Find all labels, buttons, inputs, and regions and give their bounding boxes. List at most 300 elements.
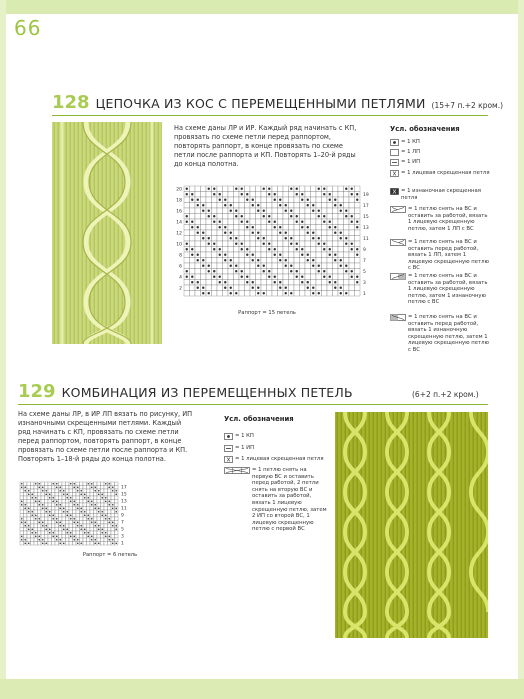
chart-cell	[278, 263, 284, 269]
chart-symbol	[63, 542, 65, 544]
chart-cell	[48, 542, 52, 546]
chart-symbol	[351, 193, 353, 195]
chart-cell	[355, 186, 361, 192]
chart-cell	[41, 514, 45, 518]
chart-symbol	[91, 500, 93, 502]
chart-cell	[101, 524, 105, 528]
chart-cell	[190, 186, 196, 192]
chart-symbol	[80, 507, 82, 509]
chart-symbol	[73, 483, 75, 485]
chart-symbol	[101, 497, 103, 499]
chart-symbol	[115, 493, 117, 495]
chart-symbol	[77, 507, 79, 509]
chart-cell	[300, 263, 306, 269]
chart-cell	[316, 258, 322, 264]
legend-129-twisted-knit	[224, 456, 329, 463]
legend-text: = 1 лицевая скрещенная петля	[235, 456, 324, 462]
chart-cell	[48, 503, 52, 507]
chart-cell	[55, 514, 59, 518]
chart-cell	[223, 269, 229, 275]
chart-cell	[80, 521, 84, 525]
chart-cell	[201, 192, 207, 198]
chart-symbol	[42, 521, 44, 523]
chart-cell	[338, 274, 344, 280]
chart-cell	[104, 542, 108, 546]
chart-symbol	[59, 521, 61, 523]
bottom-stripe	[0, 679, 524, 699]
chart-symbol	[356, 199, 358, 201]
chart-cell	[87, 542, 91, 546]
chart-row-label: 19	[363, 193, 369, 199]
chart-symbol	[94, 490, 96, 492]
chart-symbol	[296, 270, 298, 272]
chart-symbol	[52, 497, 54, 499]
chart-cell	[267, 203, 273, 209]
chart-cell	[59, 531, 63, 535]
chart-symbol	[101, 514, 103, 516]
chart-cell	[27, 535, 31, 539]
chart-cell	[239, 252, 245, 258]
chart-symbol	[94, 507, 96, 509]
chart-row-label: 18	[176, 198, 182, 204]
chart-symbol	[263, 243, 265, 245]
chart-symbol	[252, 254, 254, 256]
edge-stitch-icon	[224, 433, 233, 440]
chart-cell	[66, 482, 70, 486]
chart-cell	[300, 285, 306, 291]
chart-symbol	[87, 518, 89, 520]
chart-cell	[104, 493, 108, 497]
chart-cell	[73, 514, 77, 518]
chart-symbol	[329, 248, 331, 250]
chart-symbol	[334, 287, 336, 289]
chart-symbol	[59, 507, 61, 509]
chart-cell	[24, 482, 28, 486]
chart-symbol	[108, 521, 110, 523]
chart-cell	[305, 214, 311, 220]
chart-row-label: 13	[121, 499, 127, 505]
chart-symbol	[279, 259, 281, 261]
chart-cell	[190, 203, 196, 209]
chart-cell	[80, 486, 84, 490]
chart-cell	[184, 285, 190, 291]
chart-symbol	[235, 243, 237, 245]
chart-cell	[201, 247, 207, 253]
chart-symbol	[219, 199, 221, 201]
legend-purl-stitch	[390, 159, 490, 166]
chart-symbol	[35, 500, 37, 502]
chart-cell	[333, 263, 339, 269]
chart-cell	[115, 517, 119, 521]
chart-symbol	[241, 270, 243, 272]
chart-cell	[94, 517, 98, 521]
chart-cell	[322, 263, 328, 269]
chart-symbol	[263, 210, 265, 212]
chart-row-label: 5	[363, 270, 366, 276]
chart-cell	[355, 258, 361, 264]
chart-row-label: 17	[363, 204, 369, 210]
chart-symbol	[45, 507, 47, 509]
chart-cell	[322, 230, 328, 236]
chart-cell	[73, 542, 77, 546]
chart-symbol	[38, 518, 40, 520]
chart-symbol	[105, 500, 107, 502]
chart-symbol	[186, 188, 188, 190]
chart-cell	[52, 521, 56, 525]
chart-cell	[267, 208, 273, 214]
chart-symbol	[268, 215, 270, 217]
chart-cell	[195, 214, 201, 220]
chart-cell	[108, 510, 112, 514]
chart-cell	[223, 241, 229, 247]
chart-symbol	[186, 215, 188, 217]
chart-cell	[256, 192, 262, 198]
chart-cell	[31, 524, 35, 528]
chart-cell	[217, 230, 223, 236]
chart-cell	[27, 496, 31, 500]
chart-symbol	[241, 215, 243, 217]
chart-cell	[300, 269, 306, 275]
chart-symbol	[241, 221, 243, 223]
chart-symbol	[98, 511, 100, 513]
chart-symbol	[213, 193, 215, 195]
chart-symbol	[351, 221, 353, 223]
purl-stitch-icon	[224, 445, 233, 452]
chart-symbol	[52, 532, 54, 534]
chart-cell	[250, 236, 256, 242]
chart-cell	[212, 252, 218, 258]
chart-cell	[261, 285, 267, 291]
chart-cell	[344, 285, 350, 291]
chart-cell	[239, 291, 245, 297]
chart-symbol	[219, 221, 221, 223]
chart-symbol	[73, 521, 75, 523]
chart-cell	[338, 280, 344, 286]
chart-cell	[327, 186, 333, 192]
chart-symbol	[186, 270, 188, 272]
chart-cell	[239, 285, 245, 291]
chart-cell	[62, 514, 66, 518]
chart-cell	[38, 514, 42, 518]
chart-cell	[283, 214, 289, 220]
chart-symbol	[224, 232, 226, 234]
chart-cell	[338, 192, 344, 198]
chart-cell	[234, 252, 240, 258]
chart-cell	[190, 258, 196, 264]
chart-symbol	[274, 199, 276, 201]
chart-cell	[272, 258, 278, 264]
chart-cell	[62, 496, 66, 500]
chart-cell	[261, 252, 267, 258]
chart-cell	[87, 503, 91, 507]
chart-symbol	[235, 292, 237, 294]
chart-cell	[261, 203, 267, 209]
chart-symbol	[318, 270, 320, 272]
chart-symbol	[56, 521, 58, 523]
legend-129-edge-stitch	[224, 433, 329, 440]
chart-cell	[272, 291, 278, 297]
chart-cell	[94, 496, 98, 500]
chart-cell	[184, 263, 190, 269]
chart-cell	[31, 486, 35, 490]
chart-symbol	[301, 226, 303, 228]
chart-cell	[101, 535, 105, 539]
chart-cell	[69, 507, 73, 511]
chart-symbol	[66, 511, 68, 513]
chart-cell	[62, 535, 66, 539]
chart-cell	[45, 500, 49, 504]
chart-cell	[256, 280, 262, 286]
chart-symbol	[219, 254, 221, 256]
chart-cell	[87, 521, 91, 525]
chart-cell	[59, 535, 63, 539]
chart-symbol	[87, 532, 89, 534]
chart-cell	[294, 203, 300, 209]
chart-cell	[234, 197, 240, 203]
chart-symbol	[290, 243, 292, 245]
chart-cell	[190, 291, 196, 297]
chart-cell	[48, 517, 52, 521]
chart-cell	[228, 225, 234, 231]
purl-stitch-icon	[390, 159, 399, 166]
chart-cell	[234, 285, 240, 291]
chart-cell	[66, 500, 70, 504]
chart-symbol	[49, 497, 51, 499]
chart-symbol	[59, 486, 61, 488]
chart-cell	[31, 535, 35, 539]
chart-cell	[272, 230, 278, 236]
chart-cell	[73, 524, 77, 528]
chart-cell	[283, 280, 289, 286]
chart-cell	[338, 252, 344, 258]
section-128-title: ЦЕПОЧКА ИЗ КОС С ПЕРЕМЕЩЕННЫМИ ПЕТЛЯМИ	[95, 96, 426, 111]
chart-cell	[206, 197, 212, 203]
chart-cell	[90, 507, 94, 511]
chart-cell	[294, 280, 300, 286]
chart-symbol	[274, 193, 276, 195]
chart-symbol	[208, 292, 210, 294]
chart-symbol	[77, 490, 79, 492]
chart-symbol	[28, 528, 30, 530]
chart-symbol	[279, 204, 281, 206]
chart-cell	[338, 219, 344, 225]
chart-symbol	[268, 243, 270, 245]
chart-cell	[239, 225, 245, 231]
chart-symbol	[35, 518, 37, 520]
chart-cell	[52, 507, 56, 511]
chart-symbol	[59, 542, 61, 544]
chart-cell	[311, 186, 317, 192]
chart-symbol	[73, 535, 75, 537]
chart-symbol	[202, 232, 204, 234]
chart-symbol	[279, 254, 281, 256]
chart-symbol	[101, 528, 103, 530]
chart-symbol	[21, 504, 23, 506]
chart-cell	[311, 252, 317, 258]
chart-cell	[69, 521, 73, 525]
chart-cell	[206, 280, 212, 286]
chart-cell	[38, 531, 42, 535]
chart-symbol	[38, 500, 40, 502]
legend-129-cable-cross	[224, 467, 329, 533]
chart-cell	[62, 482, 66, 486]
chart-cell	[327, 285, 333, 291]
chart-cell	[52, 503, 56, 507]
chart-cell	[355, 285, 361, 291]
chart-symbol	[334, 199, 336, 201]
chart-cell	[283, 197, 289, 203]
chart-cell	[27, 521, 31, 525]
chart-symbol	[219, 281, 221, 283]
chart-cell	[195, 192, 201, 198]
chart-cell	[52, 542, 56, 546]
chart-symbol	[274, 221, 276, 223]
chart-symbol	[268, 248, 270, 250]
legend-text: = 1 ИП	[401, 159, 421, 165]
chart-symbol	[219, 248, 221, 250]
chart-symbol	[340, 292, 342, 294]
chart-cell	[349, 197, 355, 203]
chart-cell	[90, 514, 94, 518]
chart-cell	[195, 269, 201, 275]
chart-cell	[333, 291, 339, 297]
chart-cell	[250, 186, 256, 192]
chart-cell	[201, 280, 207, 286]
chart-cell	[217, 203, 223, 209]
chart-cell	[20, 542, 24, 546]
chart-symbol	[63, 528, 65, 530]
chart-cell	[278, 241, 284, 247]
chart-symbol	[219, 193, 221, 195]
chart-cell	[108, 542, 112, 546]
chart-symbol	[274, 226, 276, 228]
chart-row-label: 14	[176, 220, 182, 226]
chart-symbol	[318, 265, 320, 267]
chart-cell	[267, 263, 273, 269]
chart-cell	[245, 203, 251, 209]
chart-symbol	[334, 259, 336, 261]
chart-cell	[80, 503, 84, 507]
chart-symbol	[77, 521, 79, 523]
chart-symbol	[285, 265, 287, 267]
chart-cell	[52, 493, 56, 497]
chart-cell	[97, 486, 101, 490]
chart-cell	[327, 269, 333, 275]
chart-symbol	[296, 243, 298, 245]
chart-symbol	[42, 504, 44, 506]
chart-symbol	[296, 193, 298, 195]
chart-cell	[38, 528, 42, 532]
chart-symbol	[257, 292, 259, 294]
chart-symbol	[186, 248, 188, 250]
chart-cell	[24, 531, 28, 535]
chart-cell	[316, 280, 322, 286]
chart-symbol	[38, 504, 40, 506]
chart-symbol	[296, 188, 298, 190]
chart-cell	[300, 241, 306, 247]
chart-cell	[111, 496, 115, 500]
chart-cell	[184, 236, 190, 242]
chart-cell	[261, 230, 267, 236]
chart-symbol	[56, 518, 58, 520]
chart-cell	[24, 535, 28, 539]
chart-cell	[311, 247, 317, 253]
chart-cell	[41, 531, 45, 535]
chart-cell	[41, 496, 45, 500]
chart-cell	[294, 236, 300, 242]
chart-cell	[322, 252, 328, 258]
chart-symbol	[31, 532, 33, 534]
chart-symbol	[307, 232, 309, 234]
chart-cell	[195, 219, 201, 225]
chart-symbol	[263, 265, 265, 267]
chart-cell	[80, 496, 84, 500]
chart-cell	[90, 493, 94, 497]
chart-symbol	[28, 507, 30, 509]
chart-symbol	[307, 281, 309, 283]
cross-right-icon	[390, 206, 406, 213]
legend-twisted-knit	[390, 170, 490, 177]
chart-cell	[90, 542, 94, 546]
chart-cell	[101, 542, 105, 546]
chart-symbol	[208, 237, 210, 239]
chart-symbol	[323, 215, 325, 217]
chart-cell	[101, 538, 105, 542]
chart-cell	[349, 252, 355, 258]
chart-symbol	[246, 226, 248, 228]
chart-cell	[20, 514, 24, 518]
chart-cell	[52, 489, 56, 493]
chart-symbol	[94, 542, 96, 544]
chart-cell	[300, 236, 306, 242]
chart-symbol	[108, 535, 110, 537]
chart-cell	[327, 230, 333, 236]
chart-cell	[76, 528, 80, 532]
chart-cell	[311, 274, 317, 280]
chart-symbol	[186, 221, 188, 223]
chart-cell	[283, 219, 289, 225]
chart-cell	[305, 269, 311, 275]
chart-symbol	[318, 243, 320, 245]
chart-cell	[344, 203, 350, 209]
chart-cell	[83, 521, 87, 525]
chart-cell	[212, 280, 218, 286]
chart-symbol	[351, 215, 353, 217]
chart-symbol	[28, 493, 30, 495]
chart-symbol	[21, 483, 23, 485]
chart-symbol	[318, 237, 320, 239]
chart-cell	[24, 510, 28, 514]
chart-cell	[55, 542, 59, 546]
edge-stitch-icon	[390, 139, 399, 146]
chart-symbol	[98, 493, 100, 495]
chart-cell	[104, 521, 108, 525]
chart-cell	[115, 531, 119, 535]
chart-symbol	[323, 243, 325, 245]
chart-cell	[115, 535, 119, 539]
chart-symbol	[235, 215, 237, 217]
chart-symbol	[52, 514, 54, 516]
chart-cell	[300, 186, 306, 192]
chart-cell	[190, 230, 196, 236]
chart-symbol	[87, 535, 89, 537]
chart-cell	[104, 524, 108, 528]
twisted-knit-icon	[224, 456, 233, 463]
chart-cell	[206, 192, 212, 198]
chart-symbol	[290, 270, 292, 272]
chart-cell	[115, 500, 119, 504]
chart-cell	[344, 247, 350, 253]
